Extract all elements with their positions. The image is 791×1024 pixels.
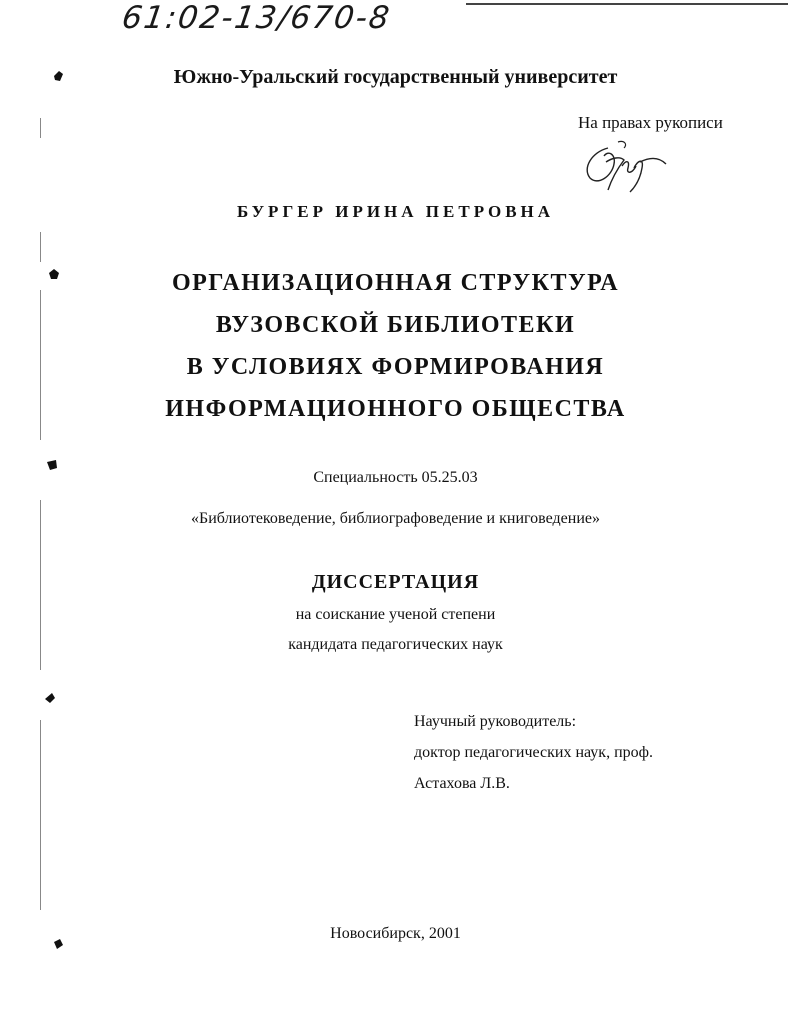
manuscript-rights: На правах рукописи	[578, 113, 723, 132]
university-name: Южно-Уральский государственный университет	[173, 66, 618, 88]
author-name: БУРГЕР ИРИНА ПЕТРОВНА	[236, 202, 555, 221]
signature	[578, 138, 670, 194]
margin-line	[40, 118, 41, 138]
degree-line-1: на соискание ученой степени	[295, 606, 496, 623]
scan-mark	[44, 692, 56, 704]
specialty-code: Специальность 05.25.03	[313, 469, 478, 486]
title-line: В УСЛОВИЯХ ФОРМИРОВАНИЯ	[186, 354, 605, 380]
top-edge-line	[466, 3, 788, 5]
advisor-degree: доктор педагогических наук, проф.	[414, 744, 654, 761]
margin-line	[40, 720, 41, 910]
document-type: ДИССЕРТАЦИЯ	[311, 571, 480, 593]
title-line: ИНФОРМАЦИОННОГО ОБЩЕСТВА	[165, 396, 626, 422]
margin-line	[40, 232, 41, 262]
dissertation-title	[0, 262, 791, 430]
city-year: Новосибирск, 2001	[330, 925, 461, 942]
specialty-name: «Библиотековедение, библиографоведение и книговедение»	[191, 510, 600, 527]
advisor-block	[414, 706, 653, 799]
degree-line-2: кандидата педагогических наук	[288, 636, 503, 653]
advisor-name: Астахова Л.В.	[414, 775, 510, 792]
archive-number: 61:02-13/670-8	[119, 0, 394, 36]
title-line: ВУЗОВСКОЙ БИБЛИОТЕКИ	[215, 312, 576, 338]
title-line: ОРГАНИЗАЦИОННАЯ СТРУКТУРА	[171, 270, 620, 296]
advisor-label: Научный руководитель:	[414, 713, 577, 730]
